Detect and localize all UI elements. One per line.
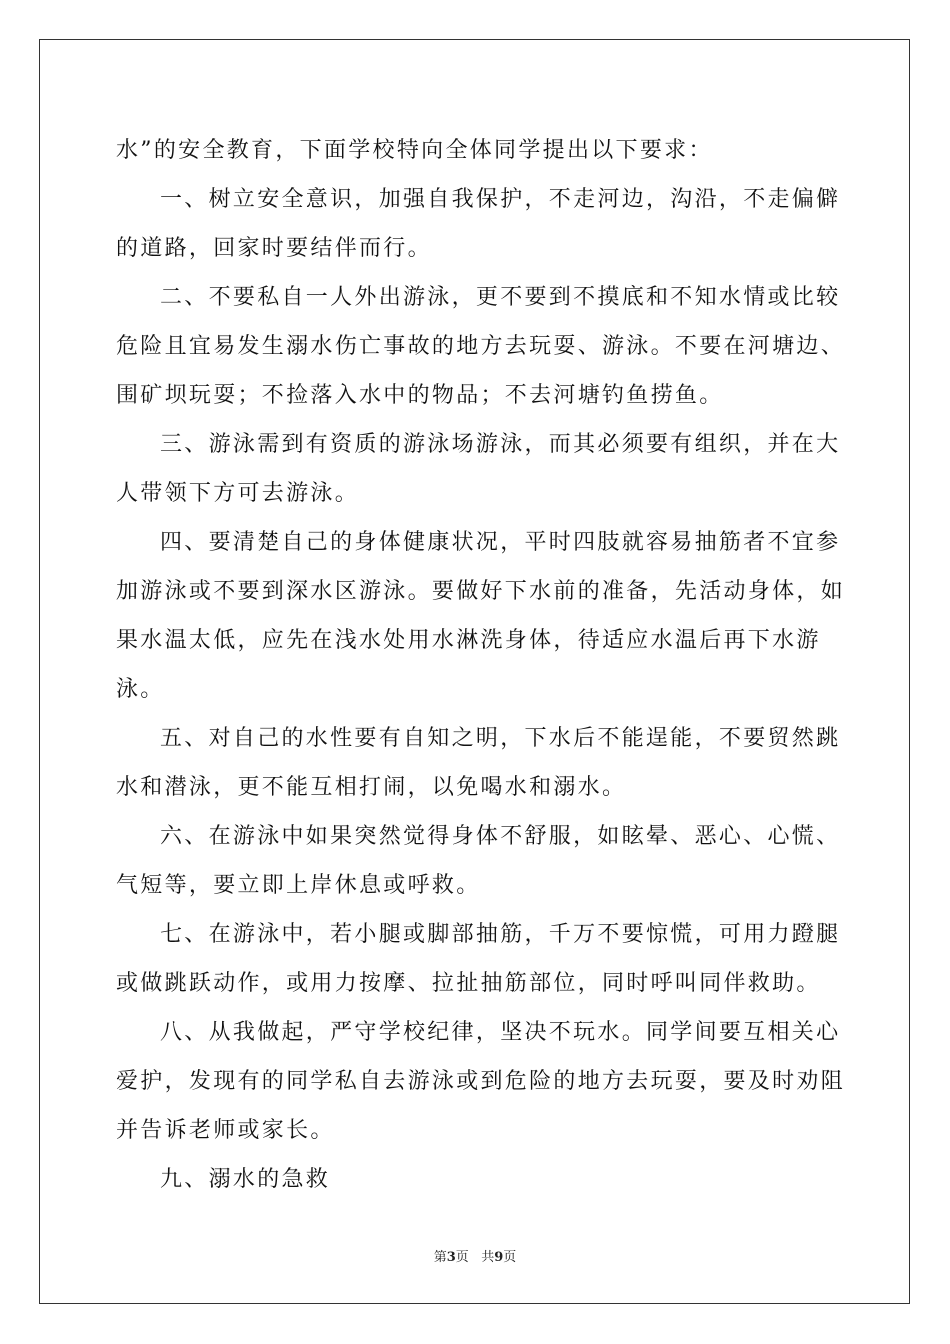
paragraph-intro: 水”的安全教育，下面学校特向全体同学提出以下要求：: [116, 138, 713, 163]
footer-page-suffix: 页: [455, 1250, 469, 1265]
document-body: [116, 126, 851, 1204]
paragraph-rule-3: 三、游泳需到有资质的游泳场游泳，而其必须要有组织，并在大人带领下方可去游泳。: [116, 432, 841, 506]
paragraph-rule-9-heading: 九、溺水的急救: [160, 1167, 331, 1192]
page-footer: [0, 1246, 950, 1265]
paragraph-rule-6: 六、在游泳中如果突然觉得身体不舒服，如眩晕、恶心、心慌、气短等，要立即上岸休息或呼救。: [116, 824, 841, 898]
total-pages-number: 9: [494, 1250, 504, 1265]
paragraph-rule-1: 一、树立安全意识，加强自我保护，不走河边，沟沿，不走偏僻的道路，回家时要结伴而行。: [116, 187, 841, 261]
paragraph-rule-4: 四、要清楚自己的身体健康状况，平时四肢就容易抽筋者不宜参加游泳或不要到深水区游泳。要做好下水前的准备，先活动身体，如果水温太低，应先在浅水处用水淋洗身体，待适应水温后再下水游泳。: [116, 530, 846, 702]
footer-total-suffix: 页: [503, 1250, 517, 1265]
footer-total-prefix: 共: [481, 1250, 495, 1265]
paragraph-rule-7: 七、在游泳中，若小腿或脚部抽筋，千万不要惊慌，可用力蹬腿或做跳跃动作，或用力按摩、拉扯抽筋部位，同时呼叫同伴救助。: [116, 922, 841, 996]
paragraph-rule-2: 二、不要私自一人外出游泳，更不要到不摸底和不知水情或比较危险且宜易发生溺水伤亡事故的地方去玩耍、游泳。不要在河塘边、围矿坝玩耍；不捡落入水中的物品；不去河塘钓鱼捞鱼。: [116, 285, 846, 408]
current-page-number: 3: [446, 1250, 456, 1265]
paragraph-rule-8: 八、从我做起，严守学校纪律，坚决不玩水。同学间要互相关心爱护，发现有的同学私自去游泳或到危险的地方去玩耍，要及时劝阻并告诉老师或家长。: [116, 1020, 846, 1143]
paragraph-rule-5: 五、对自己的水性要有自知之明，下水后不能逞能，不要贸然跳水和潜泳，更不能互相打闹，以免喝水和溺水。: [116, 726, 841, 800]
footer-prefix: 第: [433, 1250, 447, 1265]
